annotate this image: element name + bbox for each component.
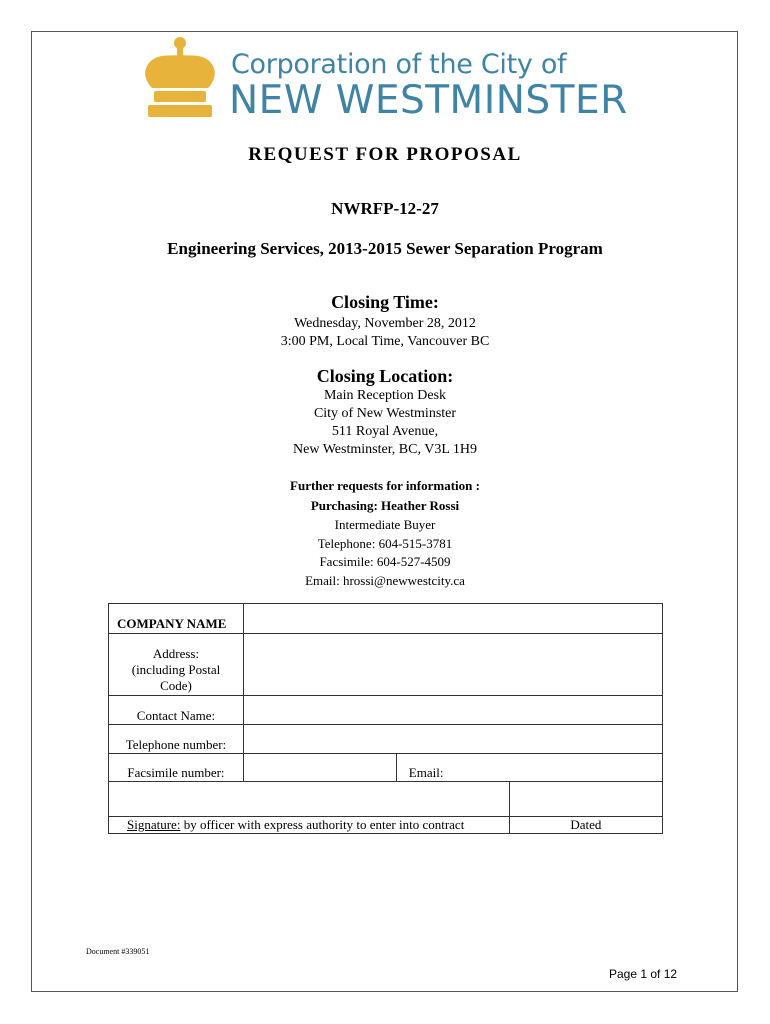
- address-label-line: Code): [160, 678, 192, 693]
- contact-name-label: Contact Name:: [109, 696, 244, 725]
- closing-location-heading: Closing Location:: [316, 366, 454, 386]
- company-name-label: COMPANY NAME: [109, 604, 244, 634]
- signature-label: Signature:: [127, 817, 181, 832]
- telephone-label: Telephone number:: [109, 725, 244, 754]
- signature-field[interactable]: [109, 782, 510, 817]
- company-info-form: [108, 603, 663, 834]
- dated-label: Dated: [509, 817, 662, 834]
- telephone-field[interactable]: [243, 725, 662, 754]
- facsimile-field[interactable]: [243, 754, 396, 782]
- closing-location-block: [0, 387, 770, 459]
- date-field[interactable]: [509, 782, 662, 817]
- closing-time-hour: 3:00 PM, Local Time, Vancouver BC: [280, 334, 490, 349]
- closing-time-block: [0, 315, 770, 351]
- rfp-subject: Engineering Services, 2013-2015 Sewer Separation Program: [167, 239, 603, 258]
- location-line: Main Reception Desk: [323, 388, 447, 403]
- contact-title: Intermediate Buyer: [334, 517, 436, 532]
- contact-facsimile: Facsimile: 604-527-4509: [319, 554, 451, 569]
- purchasing-contact-name: Purchasing: Heather Rossi: [310, 498, 460, 513]
- email-label: Email:: [408, 765, 444, 780]
- document-number: Document #339051: [86, 947, 150, 956]
- logo-line-1: Corporation of the City of: [231, 49, 567, 80]
- address-label-line: Address:: [152, 646, 200, 661]
- closing-time-heading: Closing Time:: [331, 292, 439, 312]
- rfp-number: NWRFP-12-27: [331, 199, 439, 218]
- logo-line-2: NEW WESTMINSTER: [229, 78, 628, 123]
- contact-telephone: Telephone: 604-515-3781: [317, 535, 453, 551]
- further-requests-heading: Further requests for information :: [290, 478, 480, 493]
- city-logo: [140, 36, 640, 126]
- contact-details: [0, 516, 770, 590]
- company-name-field[interactable]: [243, 604, 662, 634]
- contact-email: Email: hrossi@newwestcity.ca: [305, 572, 465, 588]
- contact-name-field[interactable]: [243, 696, 662, 725]
- document-title: REQUEST FOR PROPOSAL: [248, 144, 522, 165]
- facsimile-label: Facsimile number:: [109, 754, 244, 782]
- address-label-line: (including Postal: [131, 662, 221, 677]
- location-line: 511 Royal Avenue,: [331, 424, 439, 439]
- crown-icon: [140, 36, 220, 122]
- signature-note: by officer with express authority to enter into contract: [180, 817, 465, 832]
- closing-time-date: Wednesday, November 28, 2012: [294, 316, 476, 331]
- location-line: City of New Westminster: [313, 406, 457, 421]
- address-label: [109, 634, 244, 696]
- email-field[interactable]: [396, 754, 662, 782]
- page-number: Page 1 of 12: [609, 967, 678, 981]
- address-field[interactable]: [243, 634, 662, 696]
- location-line: New Westminster, BC, V3L 1H9: [293, 442, 477, 457]
- signature-caption: [109, 817, 510, 834]
